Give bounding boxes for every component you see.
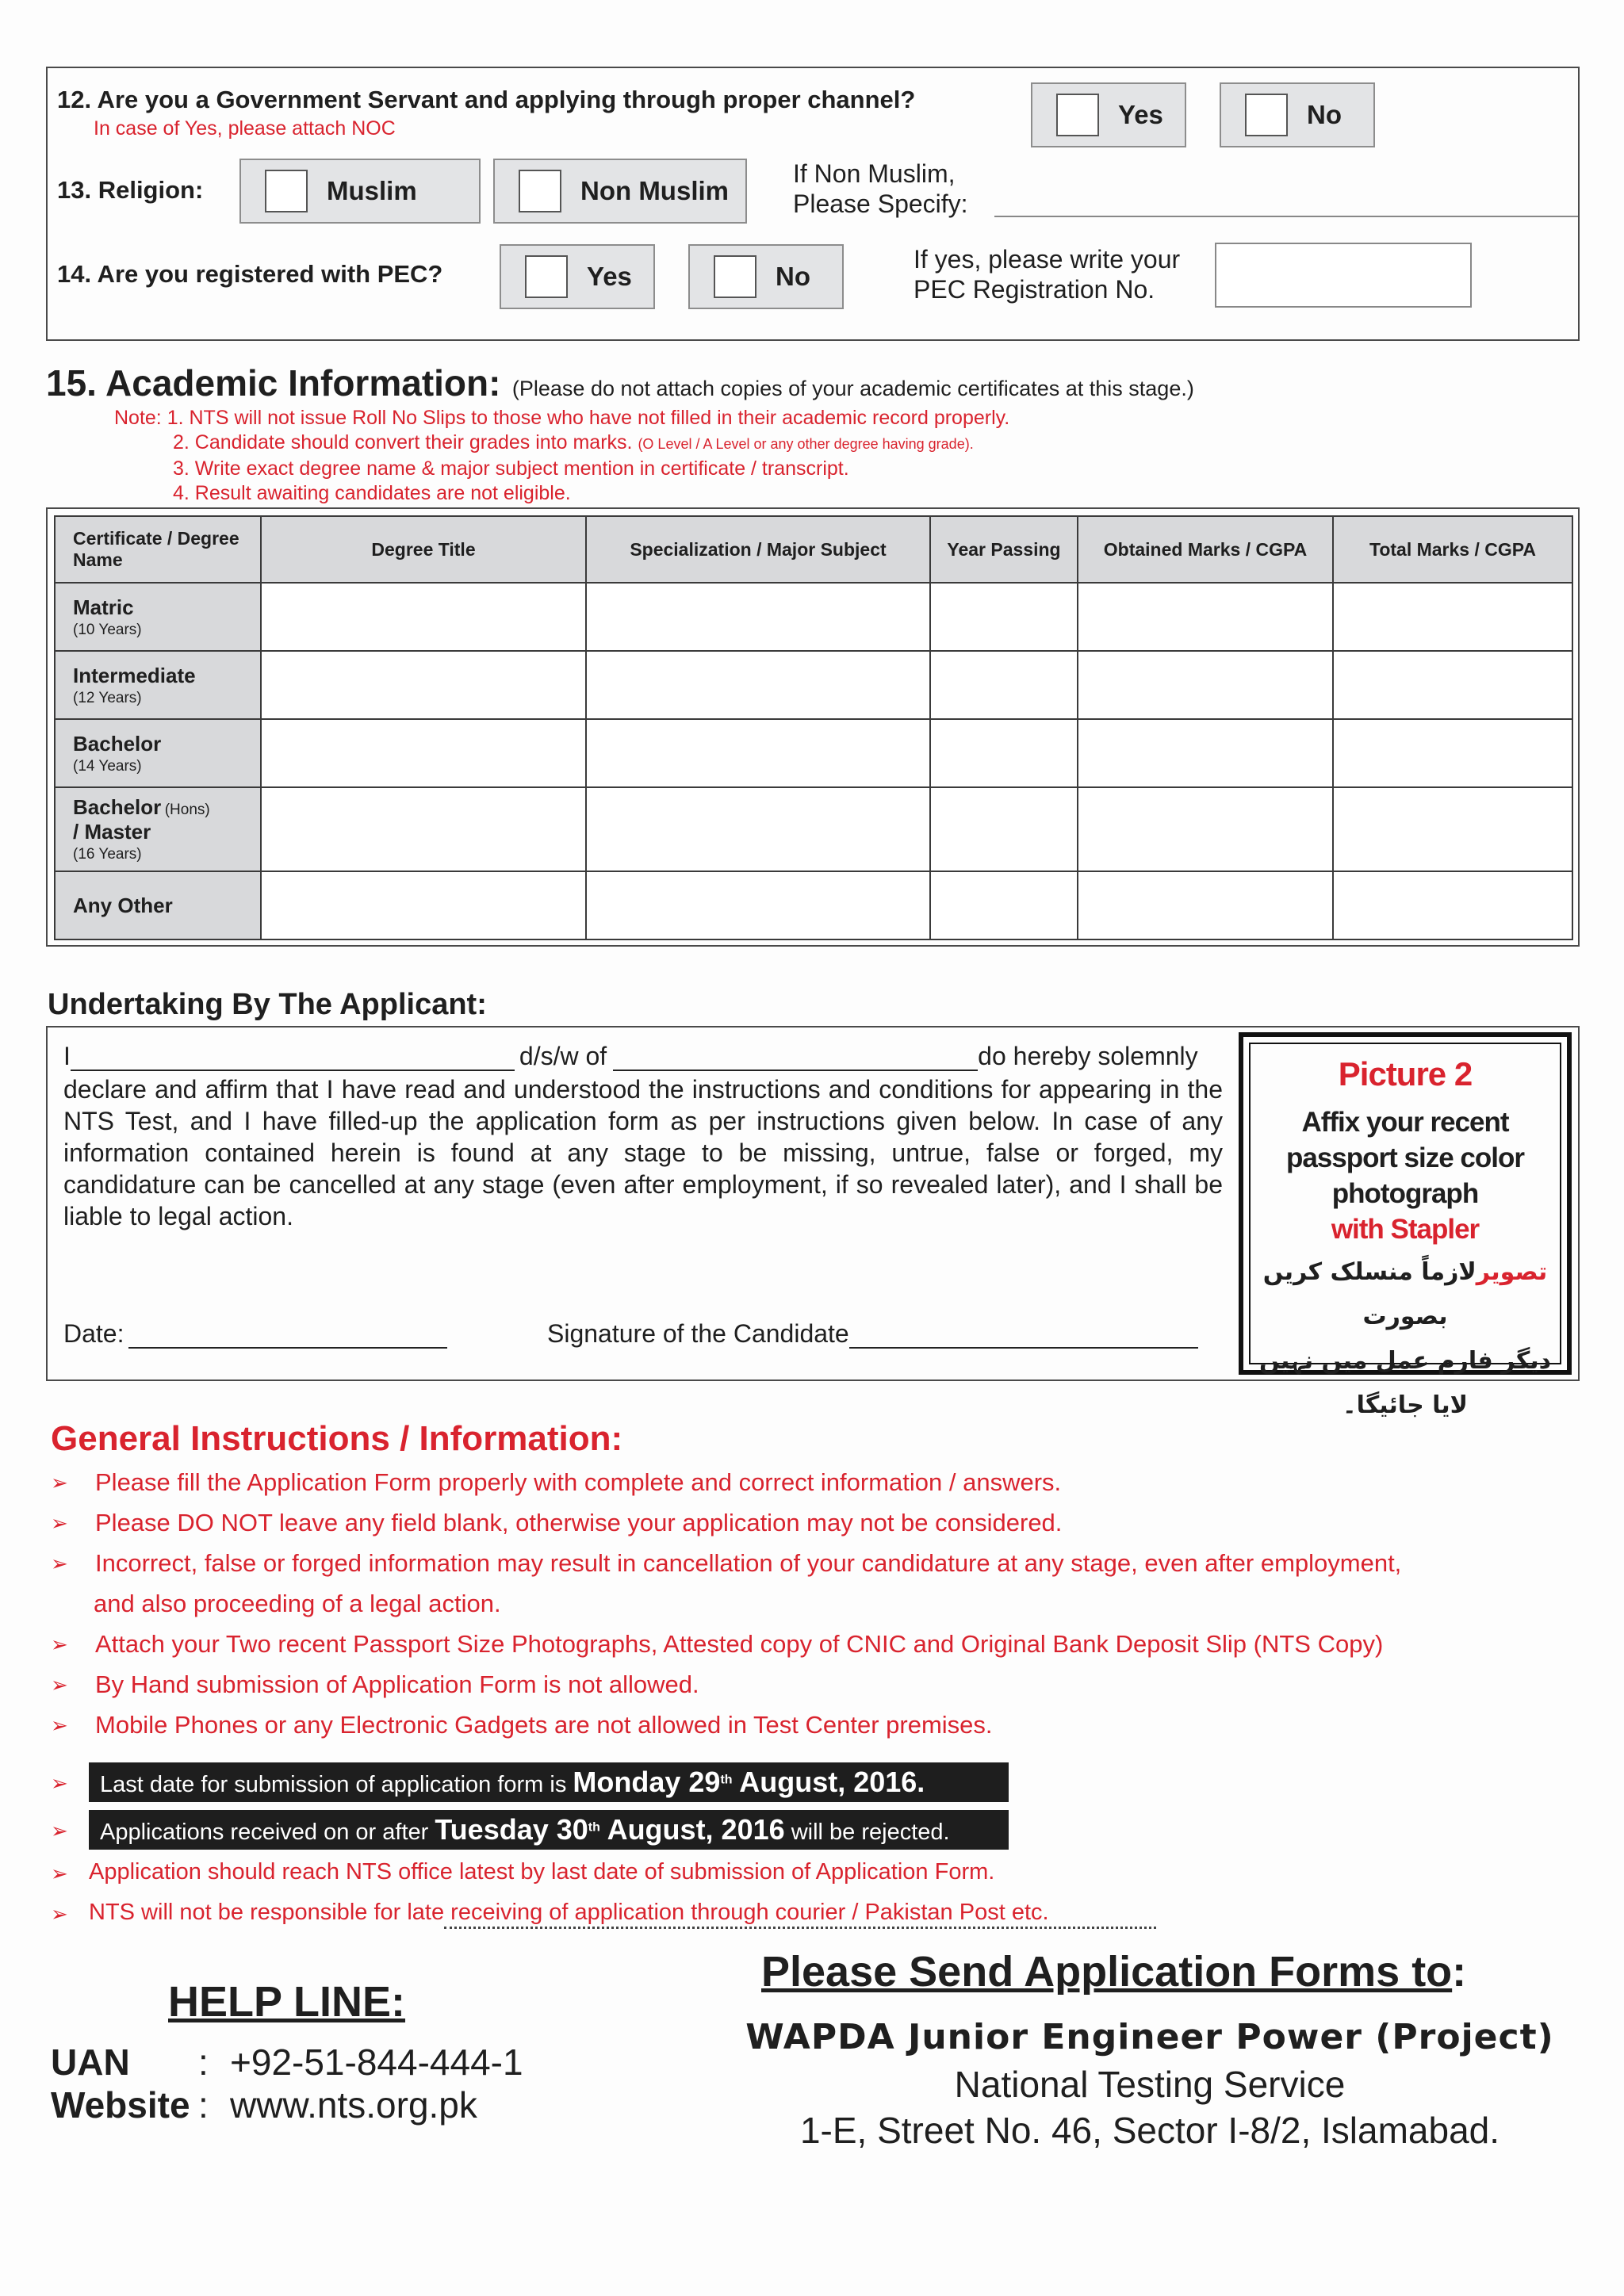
table-row: [55, 719, 1572, 787]
note-2: 2. Candidate should convert their grades into marks. (O Level / A Level or any other degree having grade).: [173, 431, 974, 453]
note-3: 3. Write exact degree name & major subject mention in certificate / transcript.: [173, 457, 849, 480]
reject-banner: Applications received on or after Tuesday 30th August, 2016 will be rejected.: [89, 1810, 1009, 1850]
list-item: ➢ Attach your Two recent Passport Size Photographs, Attested copy of CNIC and Original Bank Deposit Slip (NTS Copy): [51, 1630, 1384, 1658]
table-cell[interactable]: [586, 787, 930, 871]
instructions-title: General Instructions / Information:: [51, 1419, 623, 1458]
list-item-continuation: and also proceeding of a legal action.: [94, 1590, 501, 1617]
checkbox[interactable]: [714, 255, 756, 298]
col-header: Year Passing: [930, 516, 1078, 583]
table-header-row: [55, 516, 1572, 583]
photo-urdu-note: تصویرلازماً منسلک کریں بصورت دیگر فارم عمل میں نہیں لایا جائیگا۔: [1259, 1258, 1551, 1419]
table-cell[interactable]: [1333, 719, 1572, 787]
row-label: Matric (10 Years): [55, 583, 261, 651]
checkbox[interactable]: [525, 255, 568, 298]
address-line2: National Testing Service: [954, 2064, 1346, 2105]
table-cell[interactable]: [1078, 583, 1333, 651]
pec-no-option[interactable]: [688, 244, 844, 309]
academic-title: 15. Academic Information:: [46, 362, 501, 404]
photo-box-inner: [1249, 1043, 1561, 1419]
date-input-line[interactable]: [128, 1320, 447, 1349]
uan-colon: :: [198, 2042, 209, 2083]
date-label: Date:: [63, 1319, 124, 1348]
website-label: Website: [51, 2084, 190, 2126]
uan-row: [51, 2041, 523, 2084]
table-row: [55, 651, 1572, 719]
table-cell[interactable]: [930, 583, 1078, 651]
academic-notes: [114, 406, 1009, 506]
option-label: No: [776, 262, 810, 291]
last-date-banner: Last date for submission of application form is Monday 29th August, 2016.: [89, 1762, 1009, 1802]
table-row: [55, 871, 1572, 939]
reject-item: ➢ Applications received on or after Tuesday 30th August, 2016 will be rejected.: [48, 1808, 1554, 1852]
religion-non-muslim-option[interactable]: [493, 159, 747, 224]
q12-no-option[interactable]: [1220, 82, 1375, 147]
table-cell[interactable]: [586, 583, 930, 651]
table-cell[interactable]: [1333, 871, 1572, 939]
dsw-label: d/s/w of: [519, 1042, 607, 1070]
table-cell[interactable]: [1078, 719, 1333, 787]
col-header: Degree Title: [261, 516, 586, 583]
row-label: Any Other: [55, 871, 261, 939]
table-cell[interactable]: [1078, 651, 1333, 719]
table-cell[interactable]: [930, 719, 1078, 787]
religion-muslim-option[interactable]: [239, 159, 481, 224]
q13-question: 13. Religion:: [57, 176, 204, 204]
uan-number: +92-51-844-444-1: [230, 2042, 523, 2083]
list-item: ➢ Incorrect, false or forged information may result in cancellation of your candidature at any stage, even after employment,: [51, 1549, 1402, 1577]
list-item: ➢ NTS will not be responsible for late receiving of application through courier / Pakistan Post etc.: [51, 1900, 1049, 1926]
uan-label: UAN: [51, 2042, 130, 2083]
option-label: Non Muslim: [580, 176, 729, 205]
table-cell[interactable]: [1078, 871, 1333, 939]
pec-line1: If yes, please write your: [914, 245, 1181, 274]
photo-instruction: Affix your recent passport size color photograph with Stapler: [1286, 1107, 1524, 1245]
signature-field: [547, 1319, 1198, 1349]
col-header: Obtained Marks / CGPA: [1078, 516, 1333, 583]
table-cell[interactable]: [261, 719, 586, 787]
table-cell[interactable]: [930, 871, 1078, 939]
table-cell[interactable]: [586, 651, 930, 719]
list-item: ➢ Please DO NOT leave any field blank, otherwise your application may not be considered.: [51, 1509, 1063, 1536]
col-header: Total Marks / CGPA: [1333, 516, 1572, 583]
academic-table-wrap: [54, 515, 1573, 940]
send-to-title: Please Send Application Forms to:: [761, 1948, 1467, 1996]
name-input-line[interactable]: [71, 1043, 515, 1071]
specify-line2: Please Specify:: [793, 189, 968, 218]
academic-table: [54, 515, 1573, 940]
q12-yes-option[interactable]: [1031, 82, 1186, 147]
last-date-item: ➢ Last date for submission of application form is Monday 29th August, 2016.: [48, 1757, 1554, 1808]
table-cell[interactable]: [1333, 583, 1572, 651]
table-cell[interactable]: [261, 871, 586, 939]
table-row: [55, 787, 1572, 871]
q12-note: In case of Yes, please attach NOC: [94, 117, 396, 140]
specify-input-line[interactable]: [994, 216, 1578, 217]
pec-line2: PEC Registration No.: [914, 275, 1155, 304]
pec-yes-option[interactable]: [500, 244, 655, 309]
table-cell[interactable]: [1333, 651, 1572, 719]
undertaking-body: declare and affirm that I have read and understood the instructions and conditions for appearing in the NTS Test, and I have filled-up the application form as per instructions given below. In case of any information contained herein is found at any stage to be missing, untrue, false or forged, my candidature can be cancelled at any stage (even after employment, if so revealed later), and I shall be liable to legal action.: [63, 1075, 1223, 1230]
table-cell[interactable]: [1333, 787, 1572, 871]
note-4: 4. Result awaiting candidates are not eligible.: [173, 482, 571, 504]
i-label: I: [63, 1042, 71, 1070]
solemnly-label: do hereby solemnly: [978, 1042, 1198, 1070]
table-cell[interactable]: [261, 651, 586, 719]
pec-label: [914, 244, 1180, 304]
dotted-divider: [444, 1927, 1156, 1929]
option-label: Yes: [587, 262, 632, 291]
table-row: [55, 583, 1572, 651]
helpline-title: HELP LINE:: [168, 1978, 406, 2026]
row-label: Bachelor (14 Years): [55, 719, 261, 787]
table-cell[interactable]: [1078, 787, 1333, 871]
academic-heading: [46, 362, 1194, 404]
website-row: [51, 2084, 477, 2126]
photo-title: Picture 2: [1338, 1055, 1473, 1093]
signature-input-line[interactable]: [849, 1320, 1198, 1349]
checkbox[interactable]: [519, 170, 561, 212]
website-link[interactable]: www.nts.org.pk: [230, 2084, 477, 2126]
pec-number-input[interactable]: [1215, 243, 1472, 308]
send-address: [714, 2014, 1586, 2153]
option-label: Muslim: [327, 176, 417, 205]
academic-subtitle: (Please do not attach copies of your academic certificates at this stage.): [511, 377, 1194, 400]
table-cell[interactable]: [930, 787, 1078, 871]
specify-label: [793, 159, 968, 219]
checkbox[interactable]: [265, 170, 308, 212]
option-label: Yes: [1118, 100, 1163, 129]
list-item: ➢ Mobile Phones or any Electronic Gadgets are not allowed in Test Center premises.: [51, 1711, 993, 1739]
col-header: Certificate / Degree Name: [55, 516, 261, 583]
q12-question: 12. Are you a Government Servant and applying through proper channel?: [57, 86, 916, 113]
checkbox[interactable]: [1245, 94, 1288, 136]
table-cell[interactable]: [586, 719, 930, 787]
website-colon: :: [198, 2084, 209, 2126]
table-cell[interactable]: [261, 583, 586, 651]
undertaking-first-line: [63, 1042, 1223, 1071]
table-cell[interactable]: [261, 787, 586, 871]
specify-line1: If Non Muslim,: [793, 159, 956, 188]
table-cell[interactable]: [586, 871, 930, 939]
address-line1: WAPDA Junior Engineer Power (Project): [745, 2017, 1554, 2057]
col-header: Specialization / Major Subject: [586, 516, 930, 583]
undertaking-title: Undertaking By The Applicant:: [48, 988, 487, 1021]
father-name-input-line[interactable]: [613, 1043, 978, 1071]
list-item: ➢ Application should reach NTS office latest by last date of submission of Application Form.: [51, 1859, 995, 1885]
note-1: Note: 1. NTS will not issue Roll No Slips to those who have not filled in their academic record properly.: [114, 407, 1010, 429]
option-label: No: [1307, 100, 1342, 129]
instructions-list: [48, 1468, 1554, 1933]
photo-box[interactable]: [1239, 1032, 1572, 1419]
q14-question: 14. Are you registered with PEC?: [57, 260, 443, 288]
table-cell[interactable]: [930, 651, 1078, 719]
row-label: Intermediate (12 Years): [55, 651, 261, 719]
list-item: ➢ By Hand submission of Application Form is not allowed.: [51, 1670, 699, 1698]
signature-label: Signature of the Candidate: [547, 1319, 849, 1348]
date-field: [63, 1319, 447, 1349]
list-item: ➢ Please fill the Application Form properly with complete and correct information / answers.: [51, 1468, 1062, 1496]
checkbox[interactable]: [1056, 94, 1099, 136]
address-line3: 1-E, Street No. 46, Sector I-8/2, Islamabad.: [799, 2110, 1500, 2151]
row-label: Bachelor (Hons) / Master (16 Years): [55, 787, 261, 871]
